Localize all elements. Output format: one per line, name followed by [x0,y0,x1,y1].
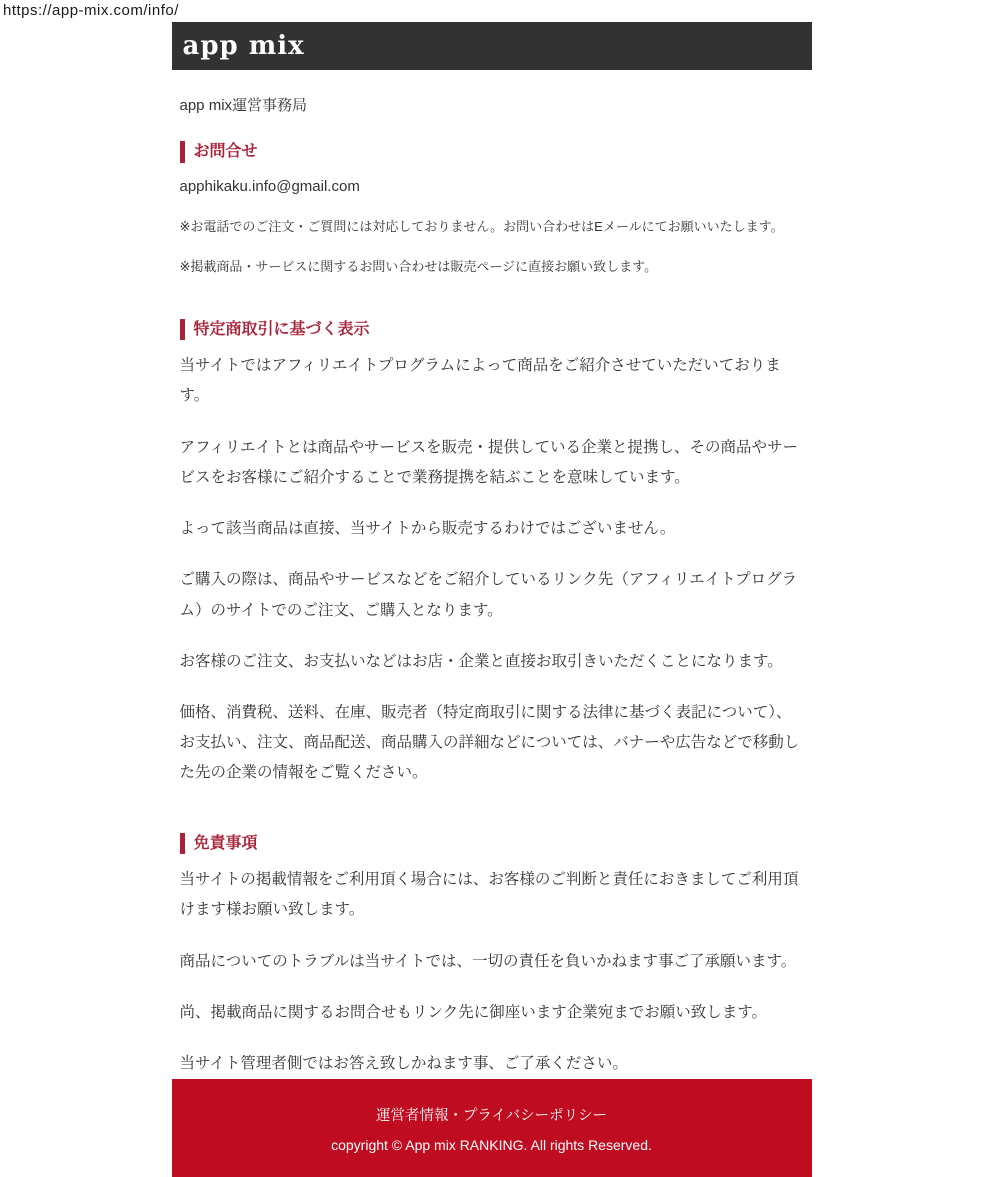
contact-note: ※お電話でのご注文・ご質問には対応しておりません。お問い合わせはEメールにてお願いいたします。 [179,218,784,234]
section-tokutei-shoutorihiki [180,319,804,789]
footer-privacy-policy-link[interactable]: 運営者情報・プライバシーポリシー [375,1108,608,1125]
main-content [172,70,812,1079]
disclaimer-paragraph: 当サイト管理者側ではお答え致しかねます事、ご了承ください。 [179,1055,628,1073]
site-operator-label: app mix運営事務局 [179,97,308,114]
footer-copyright: copyright © App mix RANKING. All rights Reserved. [331,1137,652,1154]
section-contact [180,141,804,275]
tokutei-paragraph: ご購入の際は、商品やサービスなどをご紹介しているリンク先（アフィリエイトプログラム）のサイトでのご注文、ご購入となります。 [179,571,798,619]
disclaimer-paragraph: 商品についてのトラブルは当サイトでは、一切の責任を負いかねます事ご了承願います。 [179,952,797,970]
contact-note: ※掲載商品・サービスに関するお問い合わせは販売ページに直接お願い致します。 [179,258,658,274]
tokutei-heading: 特定商取引に基づく表示 [180,319,804,341]
disclaimer-heading: 免責事項 [180,833,804,855]
site-header [172,22,812,70]
site-logo[interactable]: app mix [182,31,305,61]
disclaimer-paragraph: 尚、掲載商品に関するお問合せもリンク先に御座います企業宛までお願い致します。 [179,1003,767,1021]
contact-email: apphikaku.info@gmail.com [179,177,360,195]
tokutei-paragraph: 当サイトではアフィリエイトプログラムによって商品をご紹介させていただいております。 [179,357,781,405]
page-container [172,0,812,1154]
disclaimer-paragraph: 当サイトの掲載情報をご利用頂く場合には、お客様のご判断と責任におきましてご利用頂けます様お願い致します。 [179,871,799,919]
page-url-label: https://app-mix.com/info/ [3,2,179,19]
tokutei-paragraph: 価格、消費税、送料、在庫、販売者（特定商取引に関する法律に基づく表記について）、お支払い、注文、商品配送、商品購入の詳細などについては、バナーや広告などで移動した先の企業の情報をご覧ください。 [179,703,800,782]
tokutei-paragraph: アフィリエイトとは商品やサービスを販売・提供している企業と提携し、その商品やサービスをお客様にご紹介することで業務提携を結ぶことを意味しています。 [179,438,798,486]
site-footer [172,1079,812,1177]
section-disclaimer [180,833,804,1080]
tokutei-paragraph: お客様のご注文、お支払いなどはお店・企業と直接お取引きいただくことになります。 [179,652,783,670]
tokutei-paragraph: よって該当商品は直接、当サイトから販売するわけではございません。 [179,520,676,538]
contact-heading: お問合せ [180,141,804,163]
